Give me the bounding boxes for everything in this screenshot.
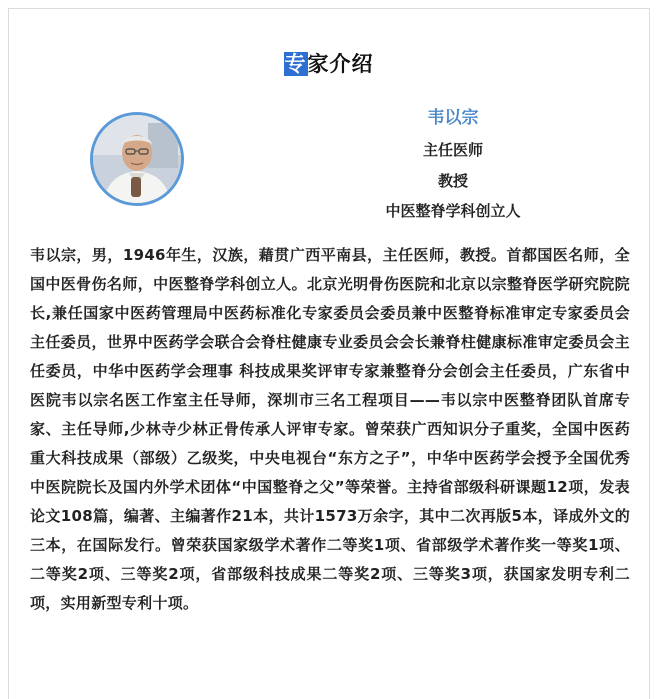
heading-rest: 家介绍 [307, 52, 374, 76]
expert-title-2: 教授 [437, 172, 468, 190]
heading-highlight: 专 [284, 52, 307, 76]
expert-avatar [90, 112, 184, 206]
expert-title-3: 中医整脊学科创立人 [385, 202, 521, 220]
portrait-photo-icon [93, 115, 181, 203]
expert-biography: 韦以宗，男，1946年生，汉族，藉贯广西平南县，主任医师，教授。首都国医名师，全国中医骨伤名师，中医整脊学科创立人。北京光明骨伤医院和北京以宗整脊医学研究院院长,兼任国家中医药管理局中医药标准化专家委员会委员兼中医整脊标准审定专家委员会主任委员，世界中医药学会联合会脊柱健康专业委员会会长兼脊柱健康标准审定委员会主任委员，中华中医药学会理事 科技成果奖评审专家兼整脊分会创会主任委员，广东省中医院韦以宗名医工作室主任导师，深圳市三名工程项目——韦以宗中医整脊团队首席专家、主任导师,少林寺少林正骨传承人评审专家。曾荣获广西知识分子重奖，全国中医药重大科技成果（部级）乙级奖，中央电视台“东方之子”，中华中医药学会授予全国优秀中医院院长及国内外学术团体“中国整脊之父”等荣誉。主持省部级科研课题12项，发表论文108篇，编著、主编著作21本，共计1573万余字，其中二次再版5本，译成外文的三本，在国际发行。曾荣获国家级学术著作二等奖1项、省部级学术著作奖一等奖1项、二等奖2项、三等奖2项，省部级科技成果二等奖2项、三等奖3项，获国家发明专利二项，实用新型专利十项。 [30, 246, 630, 612]
expert-title-1: 主任医师 [422, 141, 483, 159]
expert-name: 韦以宗 [427, 108, 479, 128]
section-heading [0, 48, 657, 78]
